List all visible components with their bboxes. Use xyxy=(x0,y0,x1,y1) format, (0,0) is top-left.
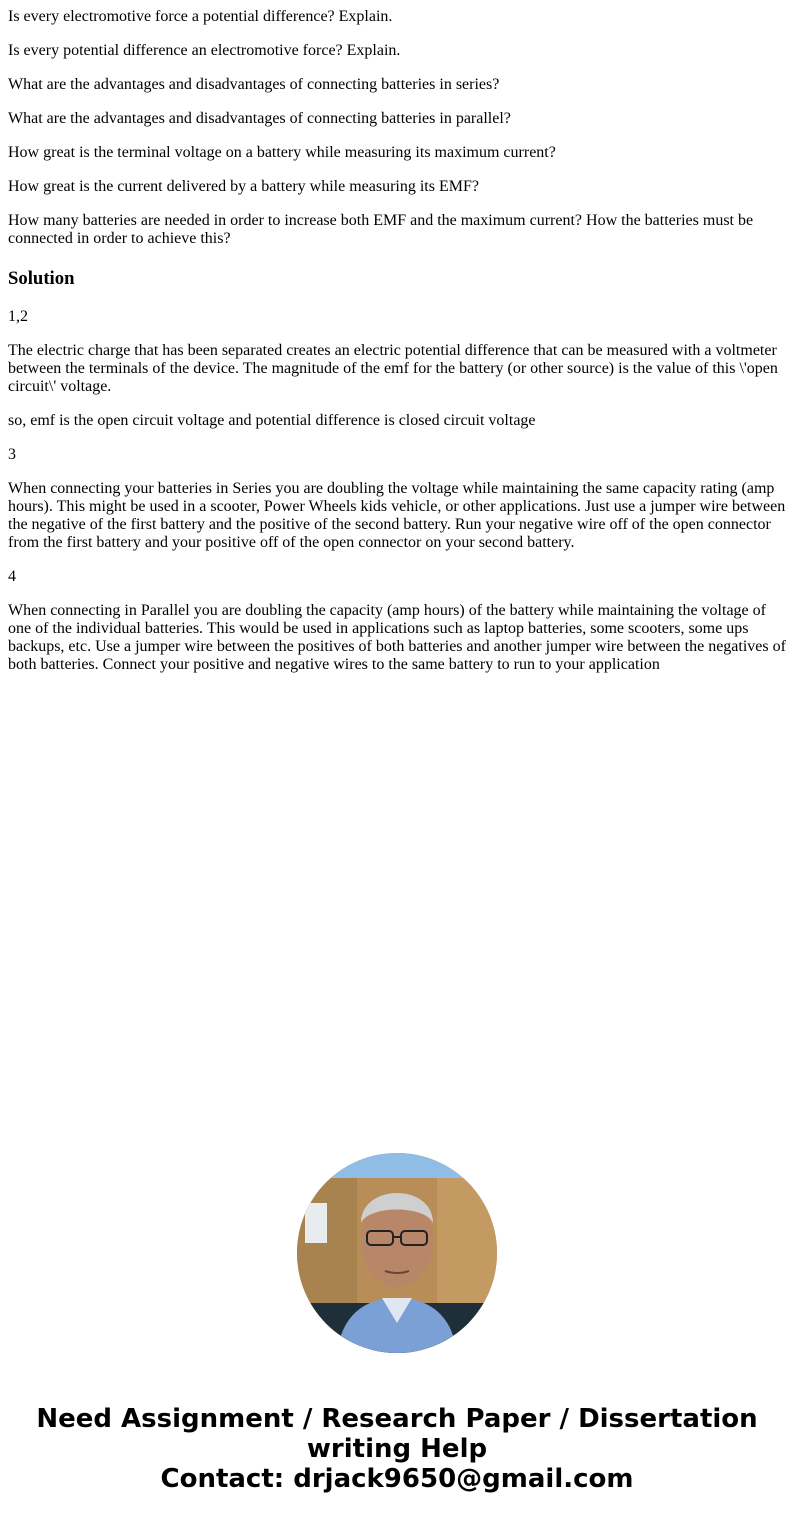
question-6: How great is the current delivered by a battery while measuring its EMF? xyxy=(8,178,479,195)
question-4: What are the advantages and disadvantages of connecting batteries in parallel? xyxy=(8,110,511,127)
promo-contact: Contact: drjack9650@gmail.com xyxy=(160,1464,634,1494)
question-5: How great is the terminal voltage on a battery while measuring its maximum current? xyxy=(8,144,556,161)
question-2: Is every potential difference an electromotive force? Explain. xyxy=(8,42,401,59)
solution-paragraph: 4 xyxy=(8,568,16,585)
author-photo xyxy=(297,1153,497,1353)
promo-banner xyxy=(0,1404,794,1494)
document-body xyxy=(8,0,788,690)
solution-heading: Solution xyxy=(8,268,75,289)
question-1: Is every electromotive force a potential difference? Explain. xyxy=(8,8,393,25)
question-3: What are the advantages and disadvantages of connecting batteries in series? xyxy=(8,76,500,93)
solution-paragraph: When connecting your batteries in Series you are doubling the voltage while maintaining the same capacity rating (amp hours). This might be used in a scooter, Power Wheels kids vehicle, or other applications. Just use a jumper wire between the negative of the first battery and the positive of the second battery. Run your negative wire off of the open connector from the first battery and your positive off of the open connector on your second battery. xyxy=(8,480,786,551)
promo-line-1: Need Assignment / Research Paper / Dissertation xyxy=(36,1404,758,1434)
question-7: How many batteries are needed in order to increase both EMF and the maximum current? How the batteries must be connected in order to achieve this? xyxy=(8,212,754,247)
solution-paragraph: 3 xyxy=(8,446,16,463)
author-photo-illustration xyxy=(297,1153,497,1353)
solution-paragraph: 1,2 xyxy=(8,308,28,325)
promo-line-2: writing Help xyxy=(306,1434,488,1464)
solution-paragraph: When connecting in Parallel you are doubling the capacity (amp hours) of the battery while maintaining the voltage of one of the individual batteries. This would be used in applications such as laptop batteries, some scooters, some ups backups, etc. Use a jumper wire between the positives of both batteries and another jumper wire between the negatives of both batteries. Connect your positive and negative wires to the same battery to run to your application xyxy=(8,602,786,673)
solution-paragraph: The electric charge that has been separated creates an electric potential difference that can be measured with a voltmeter between the terminals of the device. The magnitude of the emf for the battery (or other source) is the value of this \'open circuit\' voltage. xyxy=(8,342,778,395)
solution-paragraph: so, emf is the open circuit voltage and potential difference is closed circuit voltage xyxy=(8,412,536,429)
